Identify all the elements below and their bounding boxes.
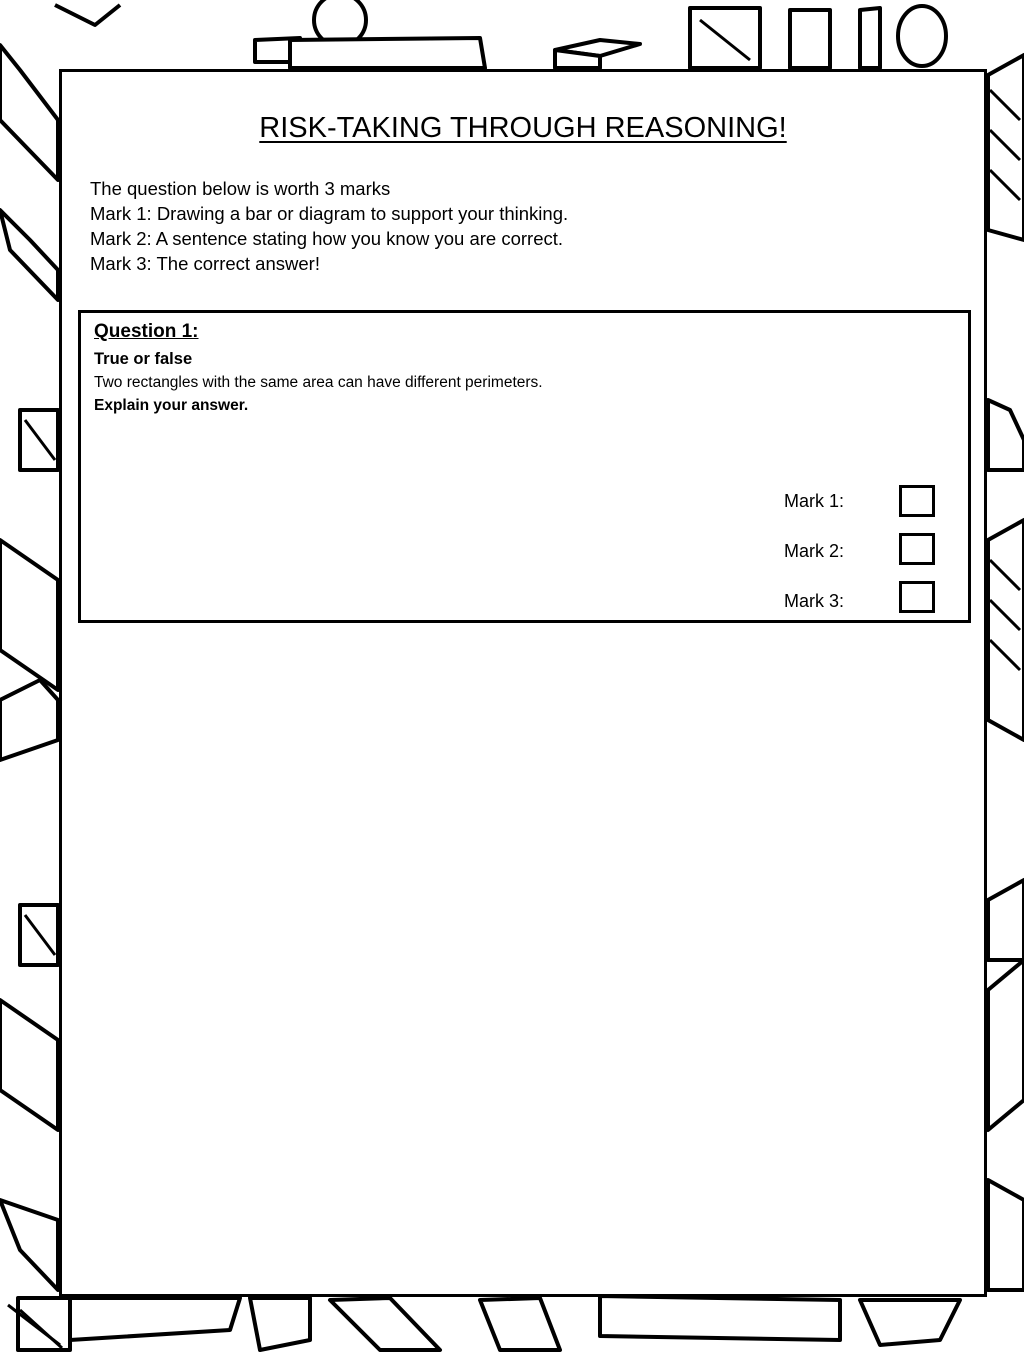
block-sketch: [0, 1200, 58, 1290]
marking-instructions: [90, 176, 568, 276]
mark-1-label: Mark 1:: [784, 491, 845, 511]
block-sketch: [988, 1180, 1024, 1290]
intro-line: Mark 2: A sentence stating how you know you are correct.: [90, 228, 564, 249]
intro-line: Mark 1: Drawing a bar or diagram to support your thinking.: [90, 203, 569, 224]
block-sketch: [250, 1298, 310, 1350]
block-sketch: [790, 10, 830, 68]
block-sketch: [988, 880, 1024, 960]
block-sketch: [330, 1298, 440, 1350]
page-title: RISK-TAKING THROUGH REASONING!: [259, 112, 787, 144]
intro-line: The question below is worth 3 marks: [90, 178, 391, 199]
block-sketch: [480, 1298, 560, 1350]
question-title: Question 1:: [94, 321, 199, 342]
block-sketch: [55, 5, 120, 25]
block-sketch: [290, 38, 485, 68]
block-sketch: [988, 400, 1024, 470]
mark-1-checkbox[interactable]: [899, 485, 935, 517]
worksheet-page: [59, 69, 987, 1297]
block-sketch: [70, 1298, 240, 1340]
question-instruction: Explain your answer.: [94, 397, 249, 414]
block-sketch: [600, 1296, 840, 1340]
block-sketch: [860, 8, 880, 68]
question-type: True or false: [94, 350, 193, 368]
block-sketch: [0, 1000, 58, 1130]
block-sketch: [860, 1300, 960, 1345]
question-box: [78, 310, 971, 623]
block-sketch: [988, 960, 1024, 1130]
intro-line: Mark 3: The correct answer!: [90, 253, 320, 274]
block-sketch: [0, 540, 58, 690]
mark-2-label: Mark 2:: [784, 541, 845, 561]
block-sketch: [0, 210, 58, 300]
cylinder-sketch: [898, 6, 946, 66]
block-sketch: [0, 680, 58, 760]
question-statement: Two rectangles with the same area can have different perimeters.: [94, 374, 543, 391]
mark-2-checkbox[interactable]: [899, 533, 935, 565]
mark-3-label: Mark 3:: [784, 591, 845, 611]
mark-3-checkbox[interactable]: [899, 581, 935, 613]
block-sketch: [18, 1298, 70, 1350]
block-sketch: [0, 45, 58, 180]
